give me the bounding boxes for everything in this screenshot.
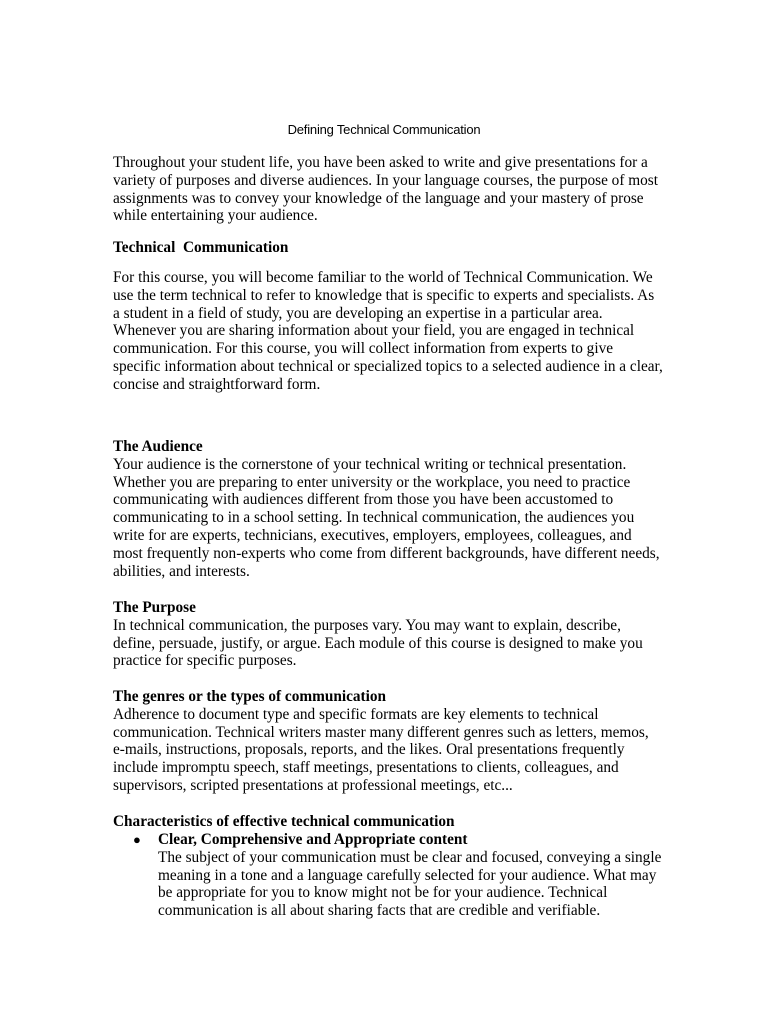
paragraph-line: Whenever you are sharing information about your field, you are engaged in technical (113, 322, 635, 340)
paragraph-line: abilities, and interests. (113, 562, 250, 580)
list-item (113, 831, 673, 920)
section-heading: The genres or the types of communication (113, 688, 387, 705)
audience-section (113, 438, 673, 580)
bullet-title: Clear, Comprehensive and Appropriate content (158, 831, 468, 848)
section-heading: The Audience (113, 438, 203, 455)
paragraph-line: communication. For this course, you will collect information from experts to give (113, 340, 614, 358)
paragraph-line: be appropriate for you to know might not be for your audience. Technical (158, 884, 608, 902)
purpose-section (113, 599, 673, 670)
paragraph-line: Whether you are preparing to enter university or the workplace, you need to practice (113, 473, 631, 491)
paragraph-line: In technical communication, the purposes vary. You may want to explain, describe, (113, 616, 621, 634)
section-heading: Technical Communication (113, 239, 289, 256)
paragraph-line: use the term technical to refer to knowledge that is specific to experts and specialists. As (113, 286, 655, 304)
paragraph-line: a student in a field of study, you are developing an expertise in a particular area. (113, 304, 603, 322)
paragraph-line: Your audience is the cornerstone of your technical writing or technical presentation. (113, 455, 627, 473)
paragraph-line: variety of purposes and diverse audiences. In your language courses, the purpose of most (113, 171, 659, 189)
technical-communication-section (113, 239, 673, 257)
paragraph-line: assignments was to convey your knowledge of the language and your mastery of prose (113, 189, 644, 207)
paragraph-line: The subject of your communication must be clear and focused, conveying a single (158, 848, 662, 866)
paragraph-line: Adherence to document type and specific formats are key elements to technical (113, 705, 599, 723)
technical-communication-paragraph (113, 269, 673, 394)
paragraph-line: communicating with audiences different from those you have been accustomed to (113, 491, 614, 509)
paragraph-line: define, persuade, justify, or argue. Each module of this course is designed to make you (113, 634, 643, 652)
paragraph-line: include impromptu speech, staff meetings, presentations to clients, colleagues, and (113, 759, 619, 777)
paragraph-line: For this course, you will become familiar to the world of Technical Communication. We (113, 269, 653, 286)
paragraph-line: communicating to in a school setting. In technical communication, the audiences you (113, 509, 635, 527)
paragraph-line: supervisors, scripted presentations at professional meetings, etc... (113, 776, 513, 794)
document-title: Defining Technical Communication (287, 122, 481, 137)
paragraph-line: practice for specific purposes. (113, 652, 297, 670)
bullet-icon: ● (133, 832, 141, 847)
paragraph-line: communication is all about sharing facts that are credible and verifiable. (158, 902, 601, 920)
paragraph-line: concise and straightforward form. (113, 375, 321, 393)
paragraph-line: Throughout your student life, you have been asked to write and give presentations for a (113, 154, 648, 171)
paragraph-line: meaning in a tone and a language carefully selected for your audience. What may (158, 866, 657, 884)
paragraph-line: write for are experts, technicians, executives, employers, employees, colleagues, and (113, 526, 632, 544)
paragraph-line: specific information about technical or specialized topics to a selected audience in a clear, (113, 357, 663, 375)
paragraph-line: while entertaining your audience. (113, 207, 318, 225)
intro-paragraph (113, 154, 673, 225)
characteristics-section (113, 813, 673, 831)
genres-section (113, 688, 673, 795)
characteristics-bullet (113, 831, 673, 920)
paragraph-line: e-mails, instructions, proposals, reports, and the likes. Oral presentations frequently (113, 741, 625, 759)
paragraph-line: communication. Technical writers master many different genres such as letters, memos, (113, 723, 649, 741)
section-heading: The Purpose (113, 599, 196, 616)
paragraph-line: most frequently non-experts who come from different backgrounds, have different needs, (113, 544, 660, 562)
section-heading: Characteristics of effective technical communication (113, 813, 455, 830)
